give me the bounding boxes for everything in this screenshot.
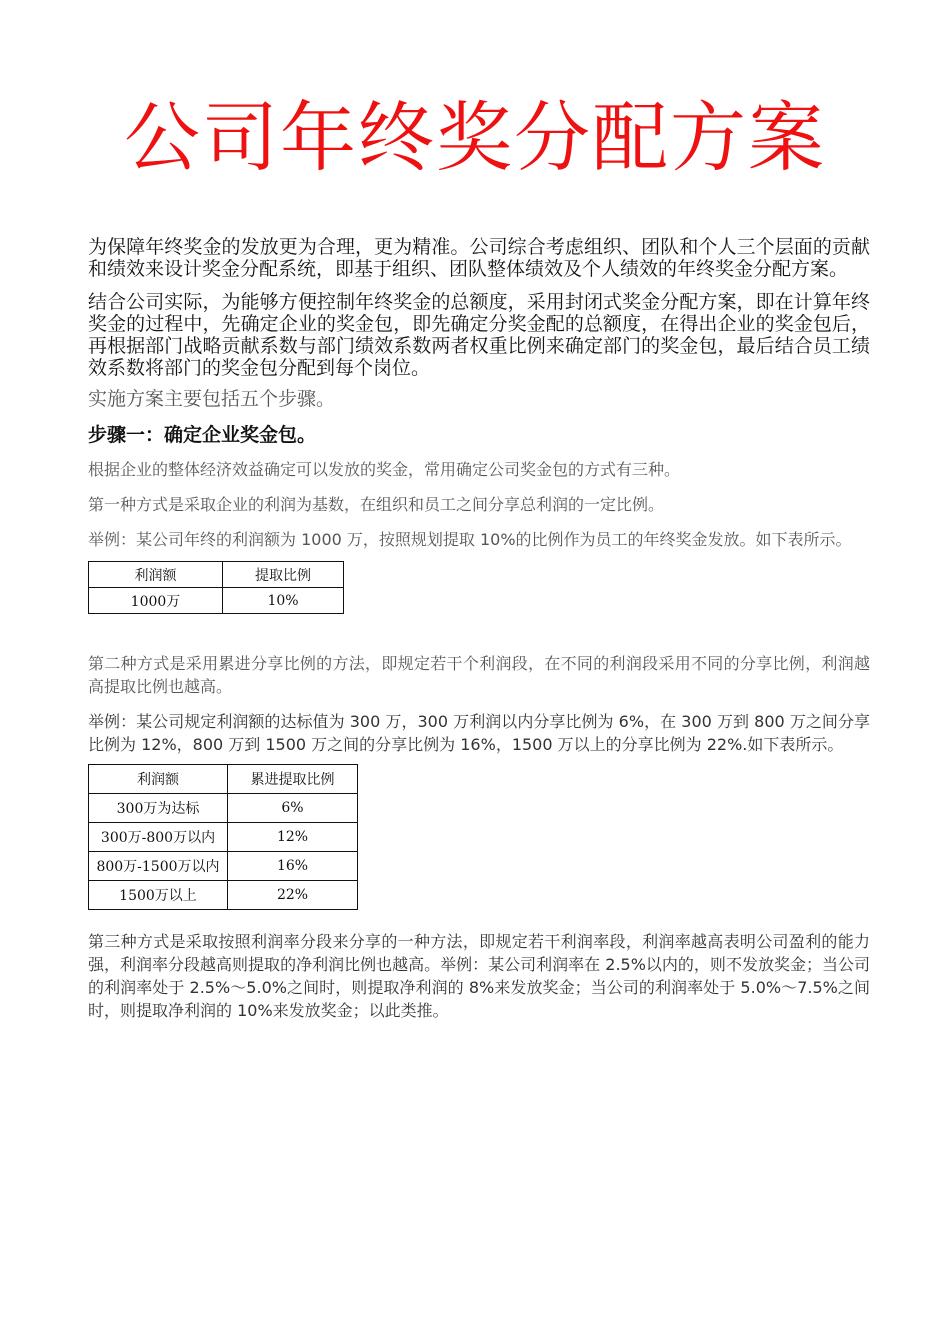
table-row (89, 881, 358, 910)
table-cell: 1000万 (89, 588, 223, 614)
table-row (89, 852, 358, 881)
document-body (88, 236, 870, 1034)
table-cell: 12% (228, 823, 358, 852)
intro-paragraph-2: 结合公司实际，为能够方便控制年终奖金的总额度，采用封闭式奖金分配方案，即在计算年终奖金的过程中，先确定企业的奖金包，即先确定分奖金配的总额度，在得出企业的奖金包后，再根据部门战略贡献系数与部门绩效系数两者权重比例来确定部门的奖金包，最后结合员工绩效系数将部门的奖金包分配到每个岗位。 (88, 291, 870, 379)
method-one-example: 举例：某公司年终的利润额为 1000 万，按照规划提取 10%的比例作为员工的年终奖金发放。如下表所示。 (88, 530, 852, 549)
method-three-text: 第三种方式是采取按照利润率分段来分享的一种方法，即规定若干利润率段，利润率越高表明公司盈利的能力强，利润率分段越高则提取的净利润比例也越高。举例：某公司利润率在 2.5%以内的，则不发放奖金；当公司的利润率处于 2.5%～5.0%之间时，则提取净利润的 8%来发放奖金；当公司的利润率处于 5.0%～7.5%之间时，则提取净利润的 10%来发放奖金；以此类推。 (88, 932, 870, 1020)
table-cell: 16% (228, 852, 358, 881)
step-one-intro: 根据企业的整体经济效益确定可以发放的奖金，常用确定公司奖金包的方式有三种。 (88, 460, 681, 479)
table-cell: 800万-1500万以内 (89, 852, 228, 881)
table-header-row (89, 562, 344, 588)
profit-ratio-table (88, 561, 344, 614)
table-cell: 300万为达标 (89, 794, 228, 823)
method-two-example: 举例：某公司规定利润额的达标值为 300 万，300 万利润以内分享比例为 6%，在 300 万到 800 万之间分享比例为 12%，800 万到 1500 万之间的分享比例为 16%，1500 万以上的分享比例为 22%.如下表所示。 (88, 712, 870, 754)
document-title: 公司年终奖分配方案 (124, 93, 826, 182)
table-cell: 1500万以上 (89, 881, 228, 910)
table-row (89, 794, 358, 823)
table-cell: 6% (228, 794, 358, 823)
table-header-cell: 利润额 (89, 562, 223, 588)
table-header-cell: 累进提取比例 (228, 765, 358, 794)
table-cell: 22% (228, 881, 358, 910)
table-header-cell: 提取比例 (223, 562, 344, 588)
table-row (89, 823, 358, 852)
method-two-text: 第二种方式是采用累进分享比例的方法，即规定若干个利润段，在不同的利润段采用不同的分享比例，利润越高提取比例也越高。 (88, 654, 870, 696)
steps-summary: 实施方案主要包括五个步骤。 (88, 388, 336, 410)
table-header-cell: 利润额 (89, 765, 228, 794)
method-one-text: 第一种方式是采取企业的利润为基数，在组织和员工之间分享总利润的一定比例。 (88, 495, 665, 514)
step-one-heading: 步骤一：确定企业奖金包。 (88, 424, 317, 446)
table-cell: 300万-800万以内 (89, 823, 228, 852)
table-header-row (89, 765, 358, 794)
progressive-ratio-table (88, 764, 358, 910)
table-row (89, 588, 344, 614)
table-cell: 10% (223, 588, 344, 614)
intro-paragraph-1: 为保障年终奖金的发放更为合理，更为精准。公司综合考虑组织、团队和个人三个层面的贡献和绩效来设计奖金分配系统，即基于组织、团队整体绩效及个人绩效的年终奖金分配方案。 (88, 236, 870, 280)
